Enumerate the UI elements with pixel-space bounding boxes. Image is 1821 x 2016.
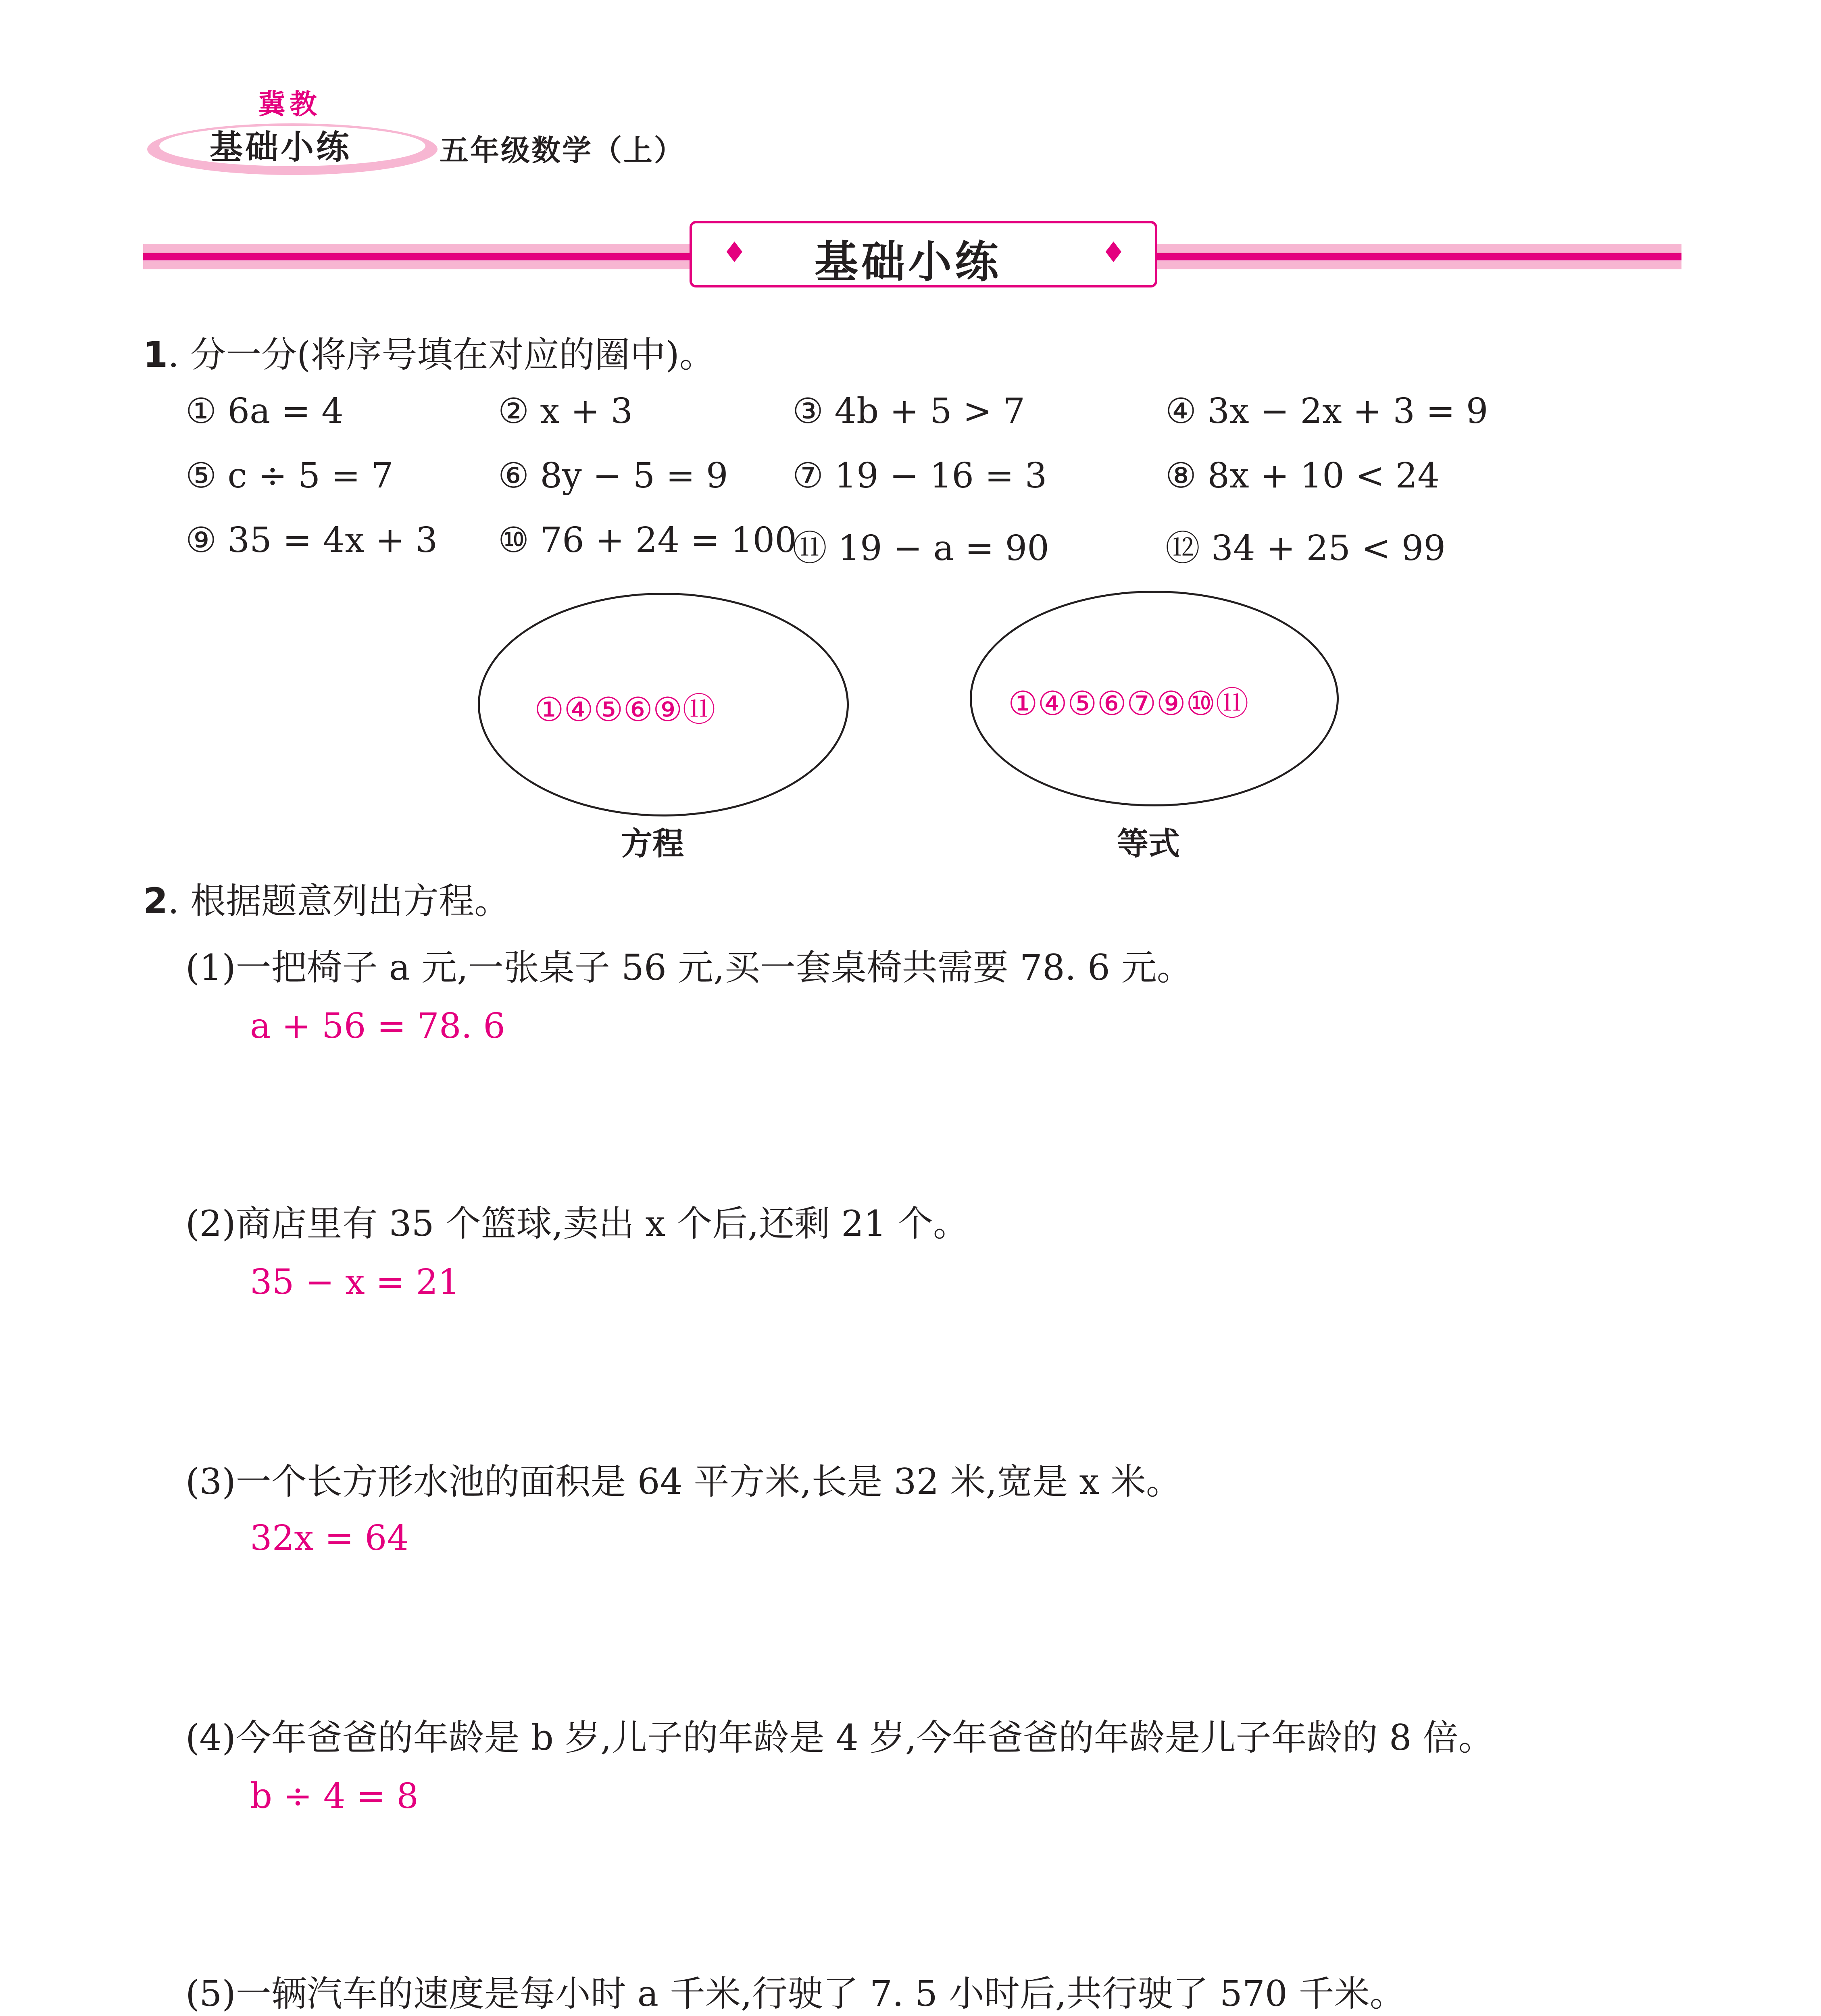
q2-item-3-text: (3)一个长方形水池的面积是 64 平方米,长是 32 米,宽是 x 米。 (185, 1461, 1182, 1502)
question-1-prompt: . 分一分(将序号填在对应的圈中)。 (168, 334, 715, 375)
question-2-heading (143, 873, 510, 924)
option-12: ⑫ 34 + 25 < 99 (1165, 528, 1446, 569)
series-label: 基础小练 (210, 128, 352, 167)
diamond-left-icon: ♦ (722, 236, 747, 269)
option-1: ① 6a = 4 (185, 391, 344, 431)
q2-item-5-text: (5)一辆汽车的速度是每小时 a 千米,行驶了 7. 5 小时后,共行驶了 570 千米。 (185, 1973, 1405, 2014)
option-9: ⑨ 35 = 4x + 3 (185, 520, 438, 560)
grade-label: 五年级数学（上） (440, 133, 685, 167)
section-title: 基础小练 (815, 237, 1002, 287)
q2-item-2-text: (2)商店里有 35 个篮球,卖出 x 个后,还剩 21 个。 (185, 1203, 969, 1244)
diamond-right-icon: ♦ (1101, 236, 1126, 269)
equality-set-answer: ①④⑤⑥⑦⑨⑩⑪ (1008, 685, 1249, 723)
equation-set-answer: ①④⑤⑥⑨⑪ (534, 691, 716, 729)
q2-item-4-text: (4)今年爸爸的年龄是 b 岁,儿子的年龄是 4 岁,今年爸爸的年龄是儿子年龄的 8 倍。 (185, 1717, 1494, 1758)
option-5: ⑤ c ÷ 5 = 7 (185, 456, 394, 496)
q2-item-1-answer: a + 56 = 78. 6 (250, 1006, 505, 1046)
q2-item-4-answer: b ÷ 4 = 8 (250, 1776, 419, 1816)
publisher-label: 冀教 (258, 89, 321, 121)
option-6: ⑥ 8y − 5 = 9 (498, 456, 728, 496)
q2-item-3-answer: 32x = 64 (250, 1518, 409, 1558)
option-8: ⑧ 8x + 10 < 24 (1165, 456, 1440, 496)
q2-item-2-answer: 35 − x = 21 (250, 1262, 460, 1302)
question-2-number: 2 (143, 880, 168, 922)
equation-set-label: 方程 (621, 826, 684, 862)
question-1-heading (143, 327, 715, 377)
equality-set-label: 等式 (1117, 826, 1180, 862)
q2-item-1-text: (1)一把椅子 a 元,一张桌子 56 元,买一套桌椅共需要 78. 6 元。 (185, 947, 1192, 988)
option-11: ⑪ 19 − a = 90 (792, 528, 1049, 569)
question-1-number: 1 (143, 334, 168, 375)
option-10: ⑩ 76 + 24 = 100 (498, 520, 797, 560)
option-3: ③ 4b + 5 > 7 (792, 391, 1025, 431)
option-7: ⑦ 19 − 16 = 3 (792, 456, 1047, 496)
option-4: ④ 3x − 2x + 3 = 9 (1165, 391, 1488, 431)
option-2: ② x + 3 (498, 391, 633, 431)
question-2-prompt: . 根据题意列出方程。 (168, 880, 510, 922)
